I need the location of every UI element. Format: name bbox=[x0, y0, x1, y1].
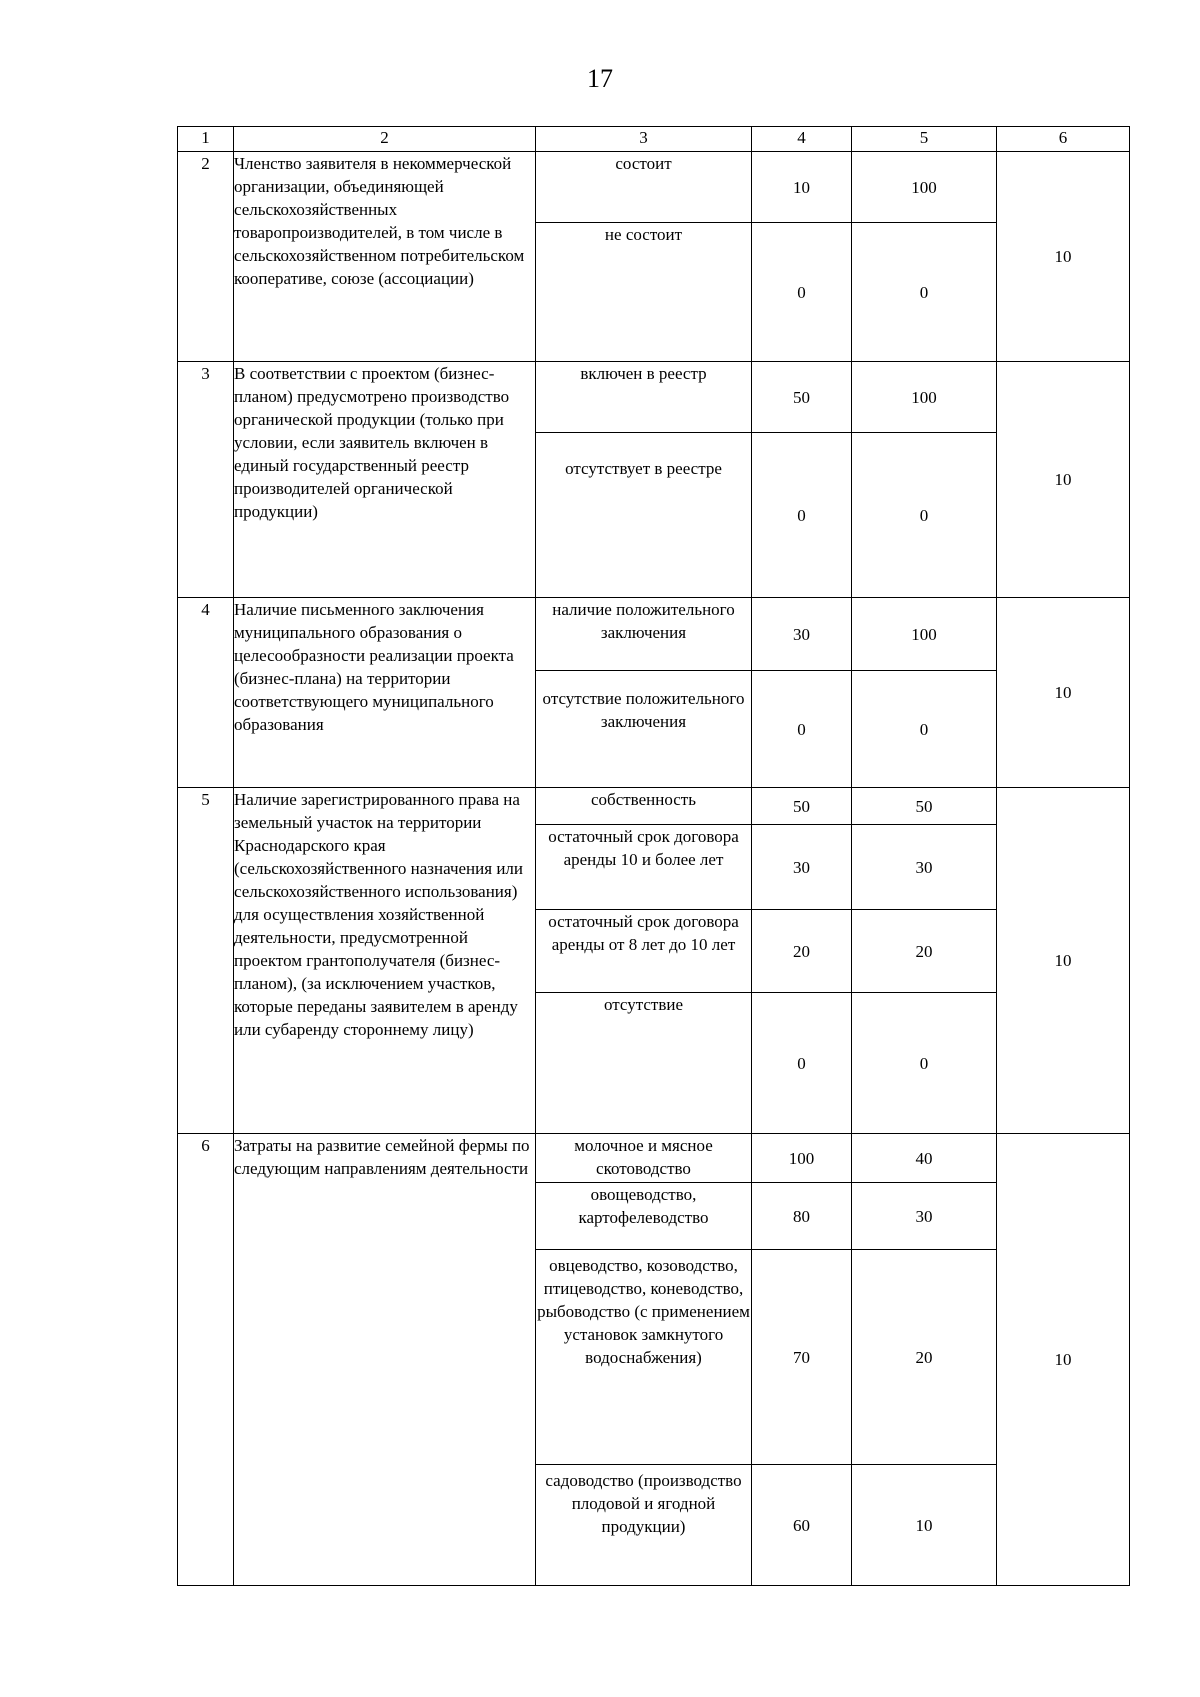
column-header: 2 bbox=[234, 127, 536, 152]
option-value-col5: 20 bbox=[852, 910, 997, 993]
option-value-col4: 50 bbox=[752, 788, 852, 825]
column-header: 1 bbox=[178, 127, 234, 152]
criterion-number: 3 bbox=[178, 362, 234, 598]
option-value-col4: 10 bbox=[752, 152, 852, 223]
page-number: 17 bbox=[587, 64, 613, 93]
option-value-col4: 30 bbox=[752, 825, 852, 910]
option-value-col5: 30 bbox=[852, 825, 997, 910]
option-label: овцеводство, козоводство, птицеводство, коневодство, рыбоводство (с применением установок замкнутого водоснабжения) bbox=[536, 1250, 752, 1465]
table-row bbox=[178, 362, 1130, 433]
option-label: молочное и мясное скотоводство bbox=[536, 1134, 752, 1183]
criterion-text: Членство заявителя в некоммерческой организации, объединяющей сельскохозяйственных товаропроизводителей, в том числе в сельскохозяйственном потребительском кооперативе, союзе (ассоциации) bbox=[234, 152, 536, 362]
option-label: овощеводство, картофелеводство bbox=[536, 1183, 752, 1250]
criteria-table bbox=[177, 126, 1130, 1586]
option-value-col4: 60 bbox=[752, 1465, 852, 1586]
option-value-col4: 0 bbox=[752, 223, 852, 362]
option-label: садоводство (производство плодовой и ягодной продукции) bbox=[536, 1465, 752, 1586]
option-value-col4: 20 bbox=[752, 910, 852, 993]
option-value-col4: 50 bbox=[752, 362, 852, 433]
table-row bbox=[178, 152, 1130, 223]
option-value-col5: 0 bbox=[852, 671, 997, 788]
criterion-weight: 10 bbox=[997, 788, 1130, 1134]
criterion-weight: 10 bbox=[997, 362, 1130, 598]
option-label: отсутствие bbox=[536, 993, 752, 1134]
option-value-col5: 0 bbox=[852, 223, 997, 362]
option-label: отсутствие положительного заключения bbox=[536, 671, 752, 788]
header-row bbox=[178, 127, 1130, 152]
option-label: включен в реестр bbox=[536, 362, 752, 433]
option-value-col4: 70 bbox=[752, 1250, 852, 1465]
criterion-weight: 10 bbox=[997, 598, 1130, 788]
option-label: наличие положительного заключения bbox=[536, 598, 752, 671]
option-label: собственность bbox=[536, 788, 752, 825]
option-label: остаточный срок договора аренды 10 и более лет bbox=[536, 825, 752, 910]
option-value-col5: 10 bbox=[852, 1465, 997, 1586]
option-label: остаточный срок договора аренды от 8 лет до 10 лет bbox=[536, 910, 752, 993]
criterion-text: Наличие письменного заключения муниципального образования о целесообразности реализации проекта (бизнес-плана) на территории соответствующего муниципального образования bbox=[234, 598, 536, 788]
criterion-text: Наличие зарегистрированного права на земельный участок на территории Краснодарского края (сельскохозяйственного назначения или сельскохозяйственного использования) для осуществления хозяйственной деятельности, предусмотренной проектом грантополучателя (бизнес-планом), (за исключением участков, которые переданы заявителем в аренду или субаренду стороннему лицу) bbox=[234, 788, 536, 1134]
option-value-col5: 0 bbox=[852, 433, 997, 598]
option-value-col4: 100 bbox=[752, 1134, 852, 1183]
column-header: 5 bbox=[852, 127, 997, 152]
criterion-number: 2 bbox=[178, 152, 234, 362]
criterion-text: В соответствии с проектом (бизнес-планом) предусмотрено производство органической продукции (только при условии, если заявитель включен в единый государственный реестр производителей органической продукции) bbox=[234, 362, 536, 598]
option-value-col5: 20 bbox=[852, 1250, 997, 1465]
criterion-number: 4 bbox=[178, 598, 234, 788]
option-value-col5: 30 bbox=[852, 1183, 997, 1250]
column-header: 4 bbox=[752, 127, 852, 152]
option-value-col4: 0 bbox=[752, 993, 852, 1134]
option-label: отсутствует в реестре bbox=[536, 433, 752, 598]
criterion-weight: 10 bbox=[997, 1134, 1130, 1586]
option-value-col4: 0 bbox=[752, 671, 852, 788]
criterion-number: 5 bbox=[178, 788, 234, 1134]
table-row bbox=[178, 1134, 1130, 1183]
option-value-col4: 80 bbox=[752, 1183, 852, 1250]
column-header: 6 bbox=[997, 127, 1130, 152]
option-value-col5: 100 bbox=[852, 362, 997, 433]
option-value-col5: 50 bbox=[852, 788, 997, 825]
table-row bbox=[178, 788, 1130, 825]
column-header: 3 bbox=[536, 127, 752, 152]
criterion-text: Затраты на развитие семейной фермы по следующим направлениям деятельности bbox=[234, 1134, 536, 1586]
criterion-weight: 10 bbox=[997, 152, 1130, 362]
table-row bbox=[178, 598, 1130, 671]
option-value-col5: 100 bbox=[852, 598, 997, 671]
option-label: состоит bbox=[536, 152, 752, 223]
option-value-col4: 0 bbox=[752, 433, 852, 598]
option-value-col5: 0 bbox=[852, 993, 997, 1134]
option-value-col5: 100 bbox=[852, 152, 997, 223]
option-value-col5: 40 bbox=[852, 1134, 997, 1183]
option-label: не состоит bbox=[536, 223, 752, 362]
criterion-number: 6 bbox=[178, 1134, 234, 1586]
option-value-col4: 30 bbox=[752, 598, 852, 671]
